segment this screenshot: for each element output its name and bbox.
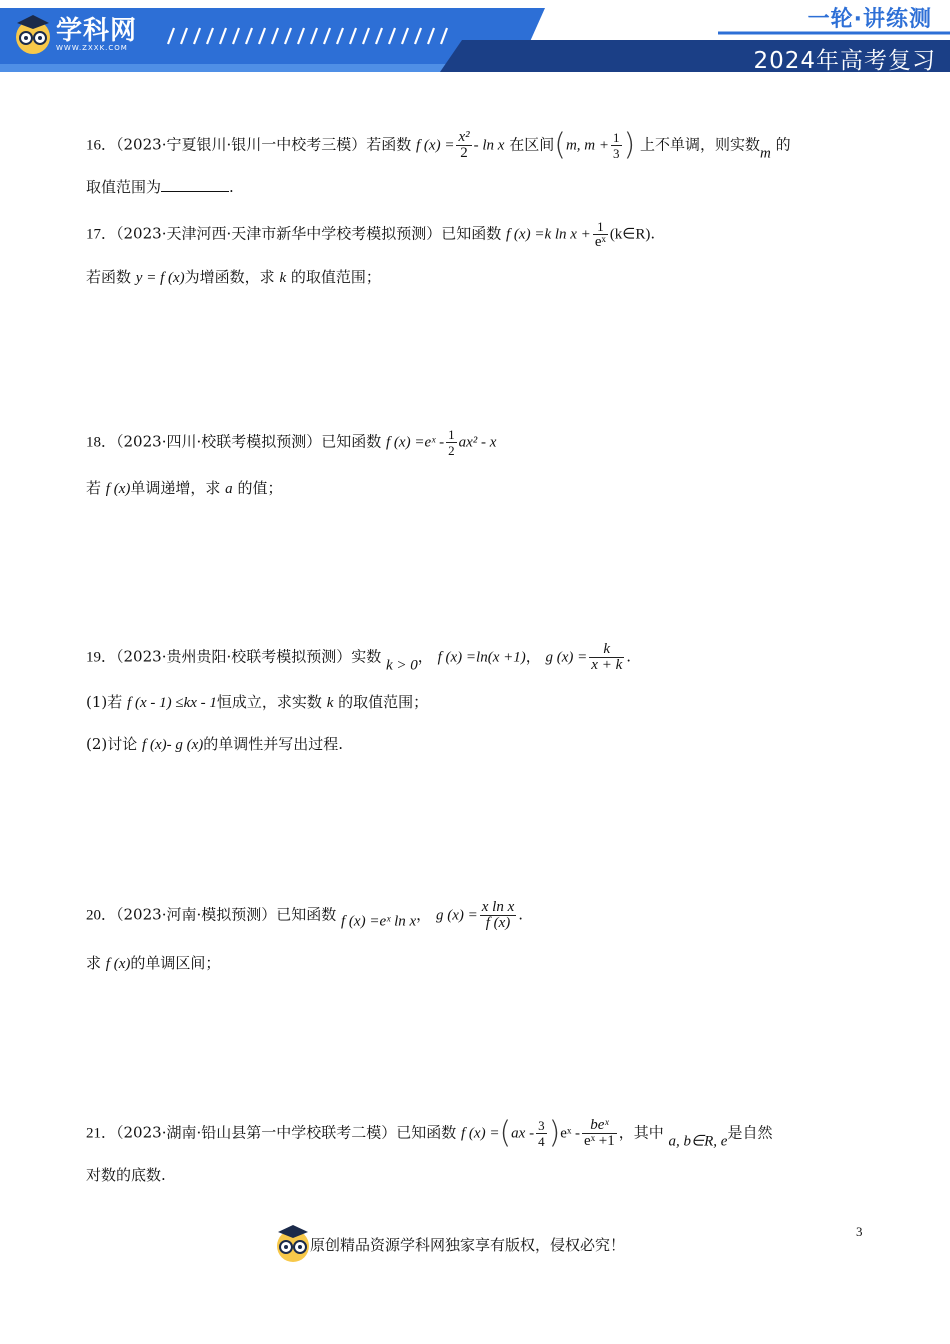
- inner-expr: ax -: [511, 1125, 535, 1142]
- variable: k: [279, 270, 287, 286]
- period: .: [650, 224, 656, 243]
- function-expr: f (x) =k ln x +: [506, 226, 591, 243]
- question-text: 求: [86, 954, 102, 972]
- fraction: $\frac{1}{3}$: [613, 130, 620, 161]
- question-source: （2023·贵州贵阳·校联考模拟预测）实数: [116, 647, 382, 666]
- separator: ，: [525, 647, 541, 666]
- question-number: 17．: [86, 226, 117, 243]
- part-label: (2)讨论: [86, 735, 138, 753]
- inequality-expr: f (x - 1) ≤kx - 1: [127, 695, 217, 711]
- fraction: $\frac{3}{4}$: [538, 1118, 545, 1149]
- question-text: 对数的底数.: [86, 1166, 166, 1184]
- question-16-line-2: [86, 177, 234, 197]
- function-expr: f (x) =: [461, 1125, 500, 1142]
- question-16: [86, 127, 791, 164]
- separator: ，: [417, 647, 433, 666]
- question-number: 18．: [86, 434, 117, 451]
- question-text: 若函数: [86, 268, 132, 286]
- condition: k > 0: [386, 657, 418, 674]
- question-number: 20．: [86, 907, 117, 924]
- question-text: 取值范围为: [86, 178, 162, 196]
- question-text: 单调递增，求: [130, 479, 221, 497]
- left-paren-icon: (: [499, 1115, 512, 1151]
- variable: a: [225, 481, 233, 497]
- left-paren-icon: (: [554, 127, 566, 163]
- copyright-footer: 原创精品资源学科网独家享有版权，侵权必究！: [310, 1236, 626, 1254]
- fraction: $\frac{1}{\text{eˣ}}$: [594, 219, 606, 250]
- question-source: （2023·天津河西·天津市新华中学校考模拟预测）已知函数: [116, 224, 502, 243]
- variable: m: [760, 145, 771, 162]
- question-17-line-2: [86, 267, 381, 288]
- question-text: 的单调区间；: [130, 954, 221, 972]
- question-19: [86, 642, 631, 676]
- question-source: （2023·河南·模拟预测）已知函数: [116, 905, 337, 924]
- right-paren-icon: ): [623, 127, 636, 163]
- question-text: 为增函数，求: [184, 268, 275, 286]
- question-source: （2023·四川·校联考模拟预测）已知函数: [116, 432, 382, 451]
- function-expr: f (x) =: [416, 137, 455, 154]
- function-expr-f: f (x) =ln(x +1): [437, 649, 526, 666]
- question-21: [86, 1115, 773, 1152]
- question-number: 21．: [86, 1125, 117, 1142]
- question-19-part-2: [86, 734, 343, 755]
- answer-blank[interactable]: [161, 177, 229, 192]
- question-text: 的值；: [237, 479, 283, 497]
- fraction: $\frac{1}{2}$: [448, 427, 455, 458]
- period: .: [626, 647, 632, 666]
- fraction: $\frac{k}{x + k}$: [591, 641, 623, 673]
- logo-text: 学科网: [56, 16, 138, 46]
- period: .: [518, 905, 524, 924]
- variable: k: [326, 695, 334, 711]
- question-17: [86, 219, 655, 250]
- question-text: 恒成立，求实数: [216, 693, 322, 711]
- function-expr-f: f (x) =eˣ ln x: [341, 913, 417, 930]
- period: .: [229, 178, 234, 196]
- function-expr-g: g (x) =: [435, 907, 478, 924]
- page-header: [0, 0, 950, 78]
- question-text: 上不单调，则实数: [640, 135, 761, 154]
- right-paren-icon: ): [548, 1115, 561, 1151]
- fraction: $\frac{\text{x²}}{2}$: [458, 129, 470, 161]
- exp-expr: eˣ -: [560, 1125, 581, 1142]
- owl-footer-icon: [276, 1222, 310, 1264]
- condition: a, b∈R, e: [668, 1133, 728, 1150]
- question-text: 是自然: [727, 1123, 773, 1142]
- condition: (k∈R): [609, 226, 651, 243]
- question-text: ，其中: [618, 1123, 664, 1142]
- logo-url: WWW.ZXXK.COM: [56, 44, 128, 52]
- function-expr: f (x) =eˣ -: [386, 434, 445, 451]
- question-20-line-2: [86, 953, 220, 974]
- question-text: 在区间: [509, 135, 555, 154]
- part-label: (1)若: [86, 693, 123, 711]
- question-source: （2023·宁夏银川·银川一中校考三模）若函数: [116, 135, 412, 154]
- question-21-line-2: [86, 1165, 166, 1185]
- fraction: $\frac{\text{beˣ}}{\text{eˣ +1}}$: [584, 1117, 615, 1149]
- question-18: [86, 427, 496, 458]
- function-expr: y = f (x): [135, 270, 185, 286]
- fraction: $\frac{\text{x ln x}}{f (x)}$: [481, 899, 515, 931]
- question-text: 的单调性并写出过程.: [203, 735, 344, 753]
- question-number: 16．: [86, 137, 117, 154]
- question-20: [86, 900, 523, 932]
- question-number: 19．: [86, 649, 117, 666]
- page-number: 3: [856, 1224, 863, 1239]
- question-text: 的取值范围；: [290, 268, 381, 286]
- question-text: 的取值范围；: [338, 693, 429, 711]
- question-source: （2023·湖南·铅山县第一中学校联考二模）已知函数: [116, 1123, 457, 1142]
- function-expr-tail: - ln x: [473, 137, 505, 154]
- separator: ，: [416, 905, 432, 924]
- question-text: 若: [86, 479, 102, 497]
- function-expr: f (x): [105, 481, 131, 497]
- question-19-part-1: [86, 692, 428, 713]
- function-expr: f (x)- g (x): [142, 737, 204, 753]
- function-expr: f (x): [105, 956, 131, 972]
- function-expr-g: g (x) =: [545, 649, 588, 666]
- function-expr-tail: ax² - x: [458, 434, 497, 451]
- question-text: 的: [775, 135, 791, 154]
- question-18-line-2: [86, 478, 282, 499]
- year-title: 2024年高考复习: [753, 48, 936, 74]
- interval-expr: m, m +: [565, 137, 609, 154]
- series-title: 一轮·讲练测: [807, 7, 932, 32]
